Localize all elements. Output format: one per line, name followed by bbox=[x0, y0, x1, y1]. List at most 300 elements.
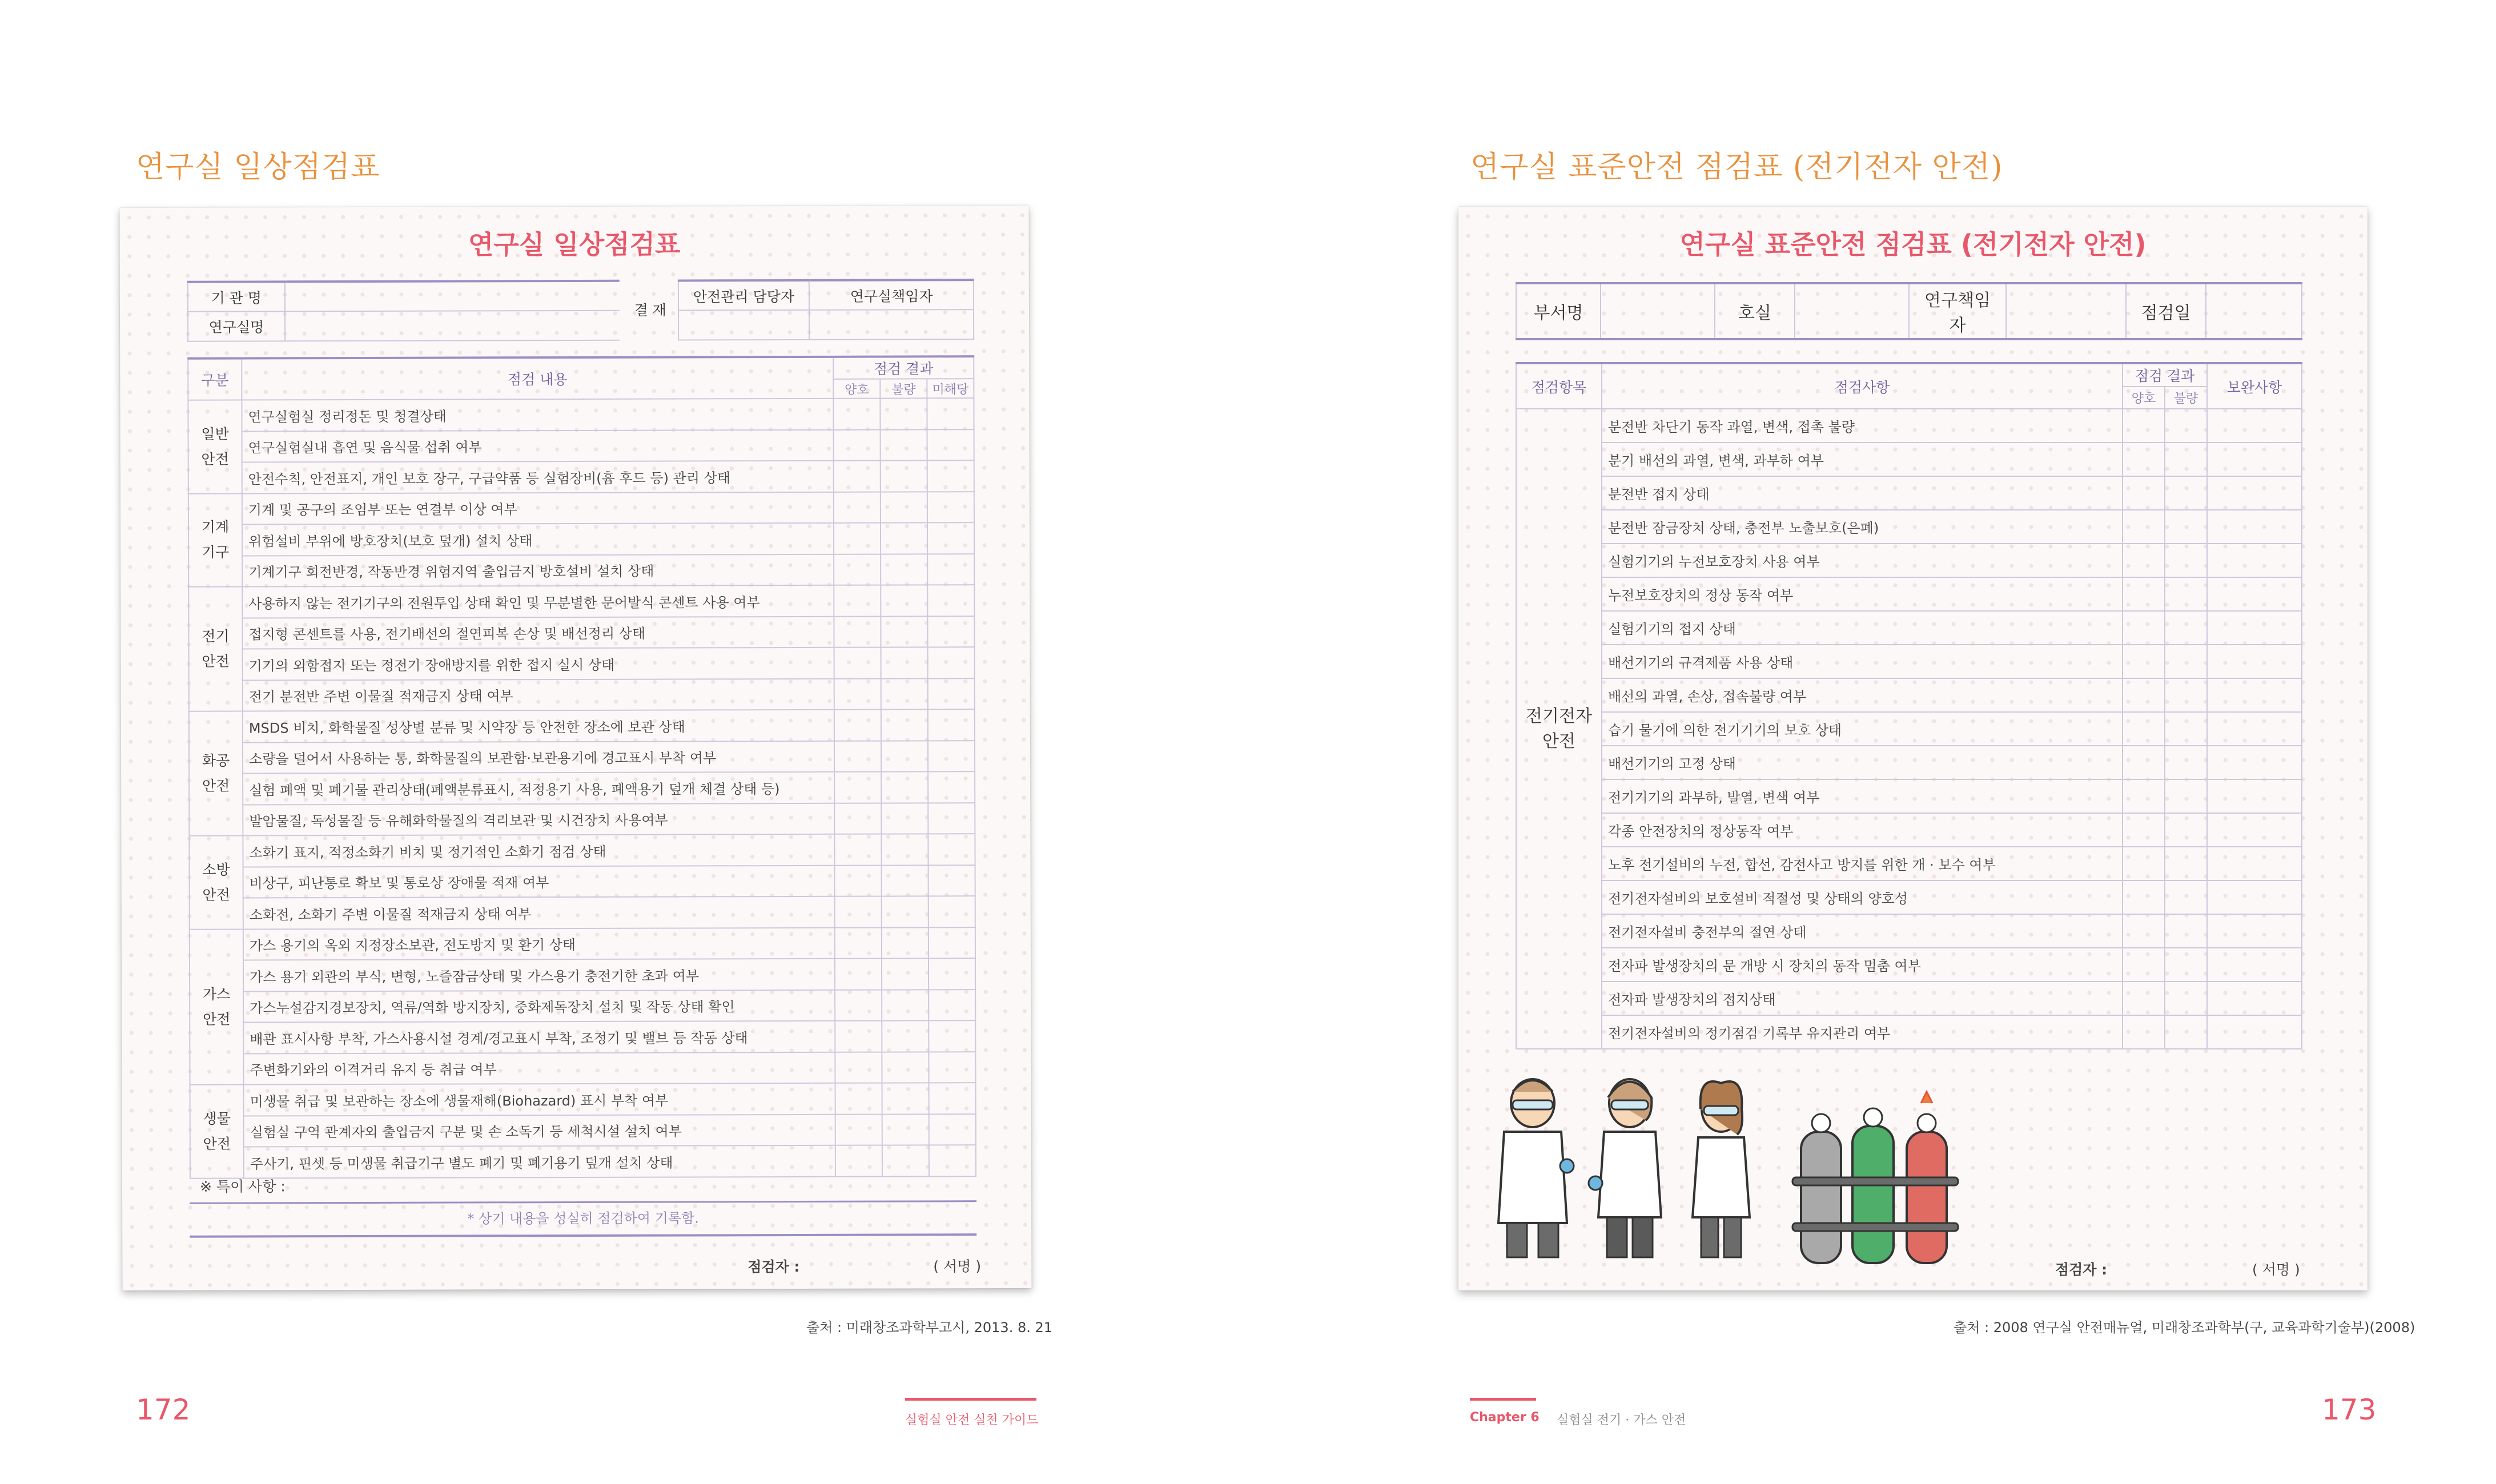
na-checkbox[interactable] bbox=[928, 803, 975, 834]
good-checkbox[interactable] bbox=[2123, 948, 2165, 982]
bad-checkbox[interactable] bbox=[2165, 476, 2207, 510]
good-checkbox[interactable] bbox=[835, 990, 882, 1021]
remedy-field[interactable] bbox=[2207, 1015, 2302, 1049]
check-item: 분기 배선의 과열, 변색, 과부하 여부 bbox=[1602, 443, 2123, 476]
check-item: MSDS 비치, 화학물질 성상별 분류 및 시약장 등 안전한 장소에 보관 상태 bbox=[243, 710, 834, 742]
remedy-field[interactable] bbox=[2207, 443, 2302, 476]
sheet-title: 연구실 일상점검표 bbox=[468, 228, 681, 260]
category-label: 기구 bbox=[201, 544, 230, 561]
check-item: 전기 분전반 주변 이물질 적재금지 상태 여부 bbox=[243, 678, 834, 711]
good-checkbox[interactable] bbox=[834, 741, 881, 772]
category-cell bbox=[1516, 409, 1602, 1049]
lab-head-label: 연구실책임자 bbox=[809, 280, 974, 310]
bad-checkbox[interactable] bbox=[881, 834, 928, 865]
bad-checkbox[interactable] bbox=[881, 741, 928, 772]
good-checkbox[interactable] bbox=[835, 959, 882, 990]
na-checkbox[interactable] bbox=[928, 678, 975, 710]
date-field[interactable] bbox=[2206, 283, 2302, 339]
col-content: 점검사항 bbox=[1602, 363, 2123, 409]
bad-checkbox[interactable] bbox=[881, 647, 928, 678]
na-checkbox[interactable] bbox=[929, 927, 975, 959]
bad-checkbox[interactable] bbox=[881, 678, 928, 710]
page-number: 173 bbox=[2322, 1393, 2377, 1426]
category-cell bbox=[189, 711, 243, 836]
good-checkbox[interactable] bbox=[2123, 443, 2165, 476]
good-checkbox[interactable] bbox=[2123, 1015, 2165, 1049]
table-row bbox=[1516, 813, 2302, 847]
table-row bbox=[190, 1083, 976, 1116]
col-bad: 불량 bbox=[880, 379, 927, 398]
check-item: 전자파 발생장치의 문 개방 시 장치의 동작 멈춤 여부 bbox=[1602, 948, 2123, 982]
table-row bbox=[1516, 982, 2302, 1015]
remedy-field[interactable] bbox=[2207, 779, 2302, 813]
bad-checkbox[interactable] bbox=[2165, 914, 2207, 948]
check-item: 실험기기의 접지 상태 bbox=[1602, 611, 2123, 645]
table-row bbox=[188, 585, 974, 618]
check-item: 전기기기의 과부하, 발열, 변색 여부 bbox=[1602, 779, 2123, 813]
bad-checkbox[interactable] bbox=[882, 990, 929, 1021]
na-checkbox[interactable] bbox=[928, 771, 975, 803]
good-checkbox[interactable] bbox=[835, 1145, 882, 1177]
category-label: 화공 bbox=[202, 752, 230, 769]
good-checkbox[interactable] bbox=[2123, 982, 2165, 1015]
divider bbox=[190, 1200, 976, 1204]
na-checkbox[interactable] bbox=[928, 834, 975, 865]
check-item: 습기 물기에 의한 전기기기의 보호 상태 bbox=[1602, 712, 2123, 746]
good-checkbox[interactable] bbox=[2123, 880, 2165, 914]
remedy-field[interactable] bbox=[2207, 914, 2302, 948]
table-row bbox=[189, 803, 975, 836]
room-field[interactable] bbox=[1795, 283, 1909, 339]
bad-checkbox[interactable] bbox=[881, 460, 927, 492]
check-item: 전기전자설비 충전부의 절연 상태 bbox=[1602, 914, 2123, 948]
remedy-field[interactable] bbox=[2207, 813, 2302, 847]
good-checkbox[interactable] bbox=[835, 896, 882, 928]
col-category: 구분 bbox=[188, 359, 242, 400]
category-cell bbox=[190, 1085, 244, 1179]
table-row bbox=[188, 616, 974, 649]
na-checkbox[interactable] bbox=[927, 585, 974, 616]
category-label: 안전 bbox=[202, 886, 230, 903]
good-checkbox[interactable] bbox=[834, 834, 881, 866]
check-item: 기계기구 회전반경, 작동반경 위험지역 출입금지 방호설비 설치 상태 bbox=[242, 554, 834, 586]
bad-checkbox[interactable] bbox=[2165, 847, 2207, 880]
good-checkbox[interactable] bbox=[834, 492, 881, 523]
na-checkbox[interactable] bbox=[928, 709, 975, 741]
bad-checkbox[interactable] bbox=[882, 896, 929, 927]
footer-rule bbox=[905, 1398, 1036, 1401]
check-item: 배선기기의 규격제품 사용 상태 bbox=[1602, 645, 2123, 678]
bad-checkbox[interactable] bbox=[881, 554, 927, 585]
category-label: 안전 bbox=[202, 653, 230, 670]
good-checkbox[interactable] bbox=[834, 461, 881, 492]
table-row bbox=[189, 678, 975, 711]
table-row bbox=[188, 492, 974, 525]
electrical-checklist-table bbox=[1516, 362, 2302, 1049]
table-row bbox=[1516, 544, 2302, 577]
table-row bbox=[189, 709, 975, 742]
bad-checkbox[interactable] bbox=[882, 1114, 929, 1145]
bad-checkbox[interactable] bbox=[2165, 779, 2207, 813]
category-label: 전기 bbox=[202, 628, 230, 645]
table-row bbox=[1516, 880, 2302, 914]
table-row bbox=[188, 460, 974, 493]
good-checkbox[interactable] bbox=[835, 1052, 882, 1083]
category-label: 기계 bbox=[201, 518, 230, 536]
remedy-field[interactable] bbox=[2207, 712, 2302, 746]
table-row bbox=[189, 834, 975, 867]
safety-manager-sign[interactable] bbox=[678, 310, 810, 340]
scientist-figure bbox=[1498, 1079, 1574, 1257]
check-item: 분전반 잠금장치 상태, 충전부 노출보호(은폐) bbox=[1602, 510, 2123, 544]
check-item: 분전반 차단기 동작 과열, 변색, 접촉 불량 bbox=[1602, 409, 2123, 443]
table-row bbox=[190, 1145, 976, 1178]
inspector-label: 점검자 : bbox=[2055, 1261, 2108, 1278]
check-item: 배관 표시사항 부착, 가스사용시설 경계/경고표시 부착, 조정기 및 밸브 등 작동 상태 bbox=[243, 1021, 835, 1053]
bad-checkbox[interactable] bbox=[881, 709, 928, 741]
safety-manager-label: 안전관리 담당자 bbox=[678, 280, 810, 311]
na-checkbox[interactable] bbox=[927, 492, 974, 523]
check-item: 기계 및 공구의 조임부 또는 연결부 이상 여부 bbox=[242, 492, 834, 524]
approval-label: 결 재 bbox=[621, 281, 678, 340]
bad-checkbox[interactable] bbox=[881, 585, 927, 616]
remedy-field[interactable] bbox=[2207, 510, 2302, 544]
remedy-field[interactable] bbox=[2207, 746, 2302, 779]
remedy-field[interactable] bbox=[2207, 611, 2302, 645]
table-row bbox=[1516, 645, 2302, 678]
check-item: 전기전자설비의 정기점검 기록부 유지관리 여부 bbox=[1602, 1015, 2123, 1049]
right-page bbox=[1248, 0, 2496, 1484]
standard-checklist-sheet bbox=[1458, 207, 2368, 1290]
good-checkbox[interactable] bbox=[2123, 577, 2165, 611]
category-label: 안전 bbox=[201, 451, 229, 468]
table-row bbox=[1516, 779, 2302, 813]
check-item: 분전반 접지 상태 bbox=[1602, 476, 2123, 510]
daily-checklist-table bbox=[187, 355, 976, 1179]
section-title: 연구실 표준안전 점검표 (전기전자 안전) bbox=[1470, 150, 2003, 184]
bad-checkbox[interactable] bbox=[881, 429, 927, 461]
remedy-field[interactable] bbox=[2207, 982, 2302, 1015]
bad-checkbox[interactable] bbox=[2165, 712, 2207, 746]
good-checkbox[interactable] bbox=[2123, 746, 2165, 779]
na-checkbox[interactable] bbox=[927, 554, 974, 585]
bad-checkbox[interactable] bbox=[882, 1052, 929, 1083]
category-cell bbox=[189, 836, 243, 930]
remedy-field[interactable] bbox=[2207, 409, 2302, 443]
remedy-field[interactable] bbox=[2207, 577, 2302, 611]
table-row bbox=[190, 1114, 976, 1147]
remedy-field[interactable] bbox=[2207, 678, 2302, 712]
na-checkbox[interactable] bbox=[929, 958, 975, 990]
signature-label: ( 서명 ) bbox=[933, 1258, 982, 1275]
col-bad: 불량 bbox=[2165, 387, 2207, 409]
table-row bbox=[1516, 847, 2302, 880]
table-row bbox=[189, 647, 975, 680]
check-item: 연구실험실내 흡연 및 음식물 섭취 여부 bbox=[242, 429, 834, 462]
bad-checkbox[interactable] bbox=[2165, 880, 2207, 914]
table-row bbox=[190, 865, 975, 898]
info-table bbox=[1516, 282, 2302, 340]
good-checkbox[interactable] bbox=[834, 803, 881, 834]
table-row bbox=[188, 554, 974, 587]
bad-checkbox[interactable] bbox=[2165, 645, 2207, 678]
chapter-title: 실험실 전기 · 가스 안전 bbox=[1557, 1413, 1686, 1427]
good-checkbox[interactable] bbox=[2123, 510, 2165, 544]
na-checkbox[interactable] bbox=[927, 398, 974, 429]
good-checkbox[interactable] bbox=[2123, 645, 2165, 678]
bad-checkbox[interactable] bbox=[881, 803, 928, 834]
category-label: 안전 bbox=[202, 777, 230, 794]
table-row bbox=[190, 927, 975, 960]
table-row bbox=[1516, 712, 2302, 746]
scientist-figure bbox=[1693, 1081, 1750, 1257]
table-row bbox=[1516, 409, 2302, 443]
remedy-field[interactable] bbox=[2207, 880, 2302, 914]
bad-checkbox[interactable] bbox=[882, 927, 929, 959]
category-label: 안전 bbox=[1542, 731, 1575, 751]
good-checkbox[interactable] bbox=[834, 429, 881, 461]
lab-head-sign[interactable] bbox=[809, 309, 974, 340]
check-item: 소량을 덜어서 사용하는 통, 화학물질의 보관함·보관용기에 경고표시 부착 여부 bbox=[243, 741, 834, 773]
check-item: 연구실험실 정리정돈 및 청결상태 bbox=[242, 399, 833, 431]
table-row bbox=[190, 990, 975, 1023]
source-note: 출처 : 미래창조과학부고시, 2013. 8. 21 bbox=[806, 1320, 1053, 1336]
remedy-field[interactable] bbox=[2207, 544, 2302, 577]
na-checkbox[interactable] bbox=[929, 1020, 975, 1052]
bad-checkbox[interactable] bbox=[2165, 948, 2207, 982]
bad-checkbox[interactable] bbox=[2165, 409, 2207, 443]
good-checkbox[interactable] bbox=[2123, 847, 2165, 880]
table-row bbox=[190, 1052, 975, 1085]
good-checkbox[interactable] bbox=[2123, 678, 2165, 712]
special-note: ※ 특이 사항 : bbox=[199, 1178, 286, 1195]
na-checkbox[interactable] bbox=[927, 460, 974, 492]
bad-checkbox[interactable] bbox=[2165, 1015, 2207, 1049]
good-checkbox[interactable] bbox=[834, 585, 881, 617]
check-item: 실험 폐액 및 폐기물 관리상태(폐액분류표시, 적정용기 사용, 폐액용기 덮개 체결 상태 등) bbox=[243, 772, 834, 805]
divider bbox=[190, 1233, 976, 1238]
bad-checkbox[interactable] bbox=[881, 522, 927, 554]
bad-checkbox[interactable] bbox=[880, 398, 927, 429]
check-item: 주변화기와의 이격거리 유지 등 취급 여부 bbox=[243, 1052, 835, 1084]
bad-checkbox[interactable] bbox=[881, 616, 927, 648]
footer-rule bbox=[1470, 1398, 1536, 1401]
remedy-field[interactable] bbox=[2207, 948, 2302, 982]
table-row bbox=[1516, 746, 2302, 779]
table-row bbox=[1516, 577, 2302, 611]
org-field[interactable] bbox=[285, 281, 621, 312]
check-item: 소화기 표지, 적정소화기 비치 및 정기적인 소화기 점검 상태 bbox=[243, 834, 834, 867]
bad-checkbox[interactable] bbox=[2165, 443, 2207, 476]
check-item: 가스누설감지경보장치, 역류/역화 방지장치, 중화제독장치 설치 및 작동 상태 확인 bbox=[243, 990, 835, 1022]
good-checkbox[interactable] bbox=[835, 927, 882, 959]
check-item: 미생물 취급 및 보관하는 장소에 생물재해(Biohazard) 표시 부착 여부 bbox=[244, 1083, 835, 1116]
check-item: 안전수칙, 안전표지, 개인 보호 장구, 구급약품 등 실험장비(흄 후드 등) 관리 상태 bbox=[242, 461, 834, 493]
check-item: 비상구, 피난통로 확보 및 통로상 장애물 적재 여부 bbox=[243, 865, 835, 898]
col-good: 양호 bbox=[833, 379, 880, 399]
bad-checkbox[interactable] bbox=[2165, 611, 2207, 645]
footer-text: 실험실 안전 실천 가이드 bbox=[905, 1413, 1039, 1427]
na-checkbox[interactable] bbox=[927, 522, 974, 554]
col-na: 미해당 bbox=[927, 379, 974, 398]
category-cell bbox=[188, 587, 243, 711]
page-number: 172 bbox=[136, 1393, 191, 1426]
bad-checkbox[interactable] bbox=[882, 1145, 929, 1176]
good-checkbox[interactable] bbox=[2123, 476, 2165, 510]
good-checkbox[interactable] bbox=[834, 523, 881, 554]
bad-checkbox[interactable] bbox=[2165, 982, 2207, 1015]
bad-checkbox[interactable] bbox=[2165, 510, 2207, 544]
category-label: 전기전자 bbox=[1526, 706, 1592, 726]
na-checkbox[interactable] bbox=[929, 1145, 976, 1176]
category-cell bbox=[188, 400, 242, 494]
good-checkbox[interactable] bbox=[835, 1083, 882, 1115]
check-item: 소화전, 소화기 주변 이물질 적재금지 상태 여부 bbox=[243, 896, 835, 929]
good-checkbox[interactable] bbox=[2123, 712, 2165, 746]
table-row bbox=[188, 429, 974, 463]
source-note: 출처 : 2008 연구실 안전매뉴얼, 미래창조과학부(구, 교육과학기술부)(2008) bbox=[1954, 1320, 2415, 1336]
remedy-field[interactable] bbox=[2207, 847, 2302, 880]
table-row bbox=[188, 522, 974, 556]
na-checkbox[interactable] bbox=[927, 429, 974, 461]
good-checkbox[interactable] bbox=[833, 399, 880, 430]
check-item: 노후 전기설비의 누전, 합선, 감전사고 방지를 위한 개 · 보수 여부 bbox=[1602, 847, 2123, 880]
check-item: 실험기기의 누전보호장치 사용 여부 bbox=[1602, 544, 2123, 577]
category-label: 가스 bbox=[202, 986, 231, 1003]
bad-checkbox[interactable] bbox=[882, 958, 929, 990]
bad-checkbox[interactable] bbox=[2165, 678, 2207, 712]
col-result: 점검 결과 bbox=[833, 356, 974, 379]
good-checkbox[interactable] bbox=[834, 554, 881, 585]
bad-checkbox[interactable] bbox=[882, 865, 929, 896]
dept-label: 부서명 bbox=[1516, 283, 1601, 339]
daily-checklist-sheet bbox=[120, 206, 1032, 1290]
lab-label: 연구실명 bbox=[188, 311, 285, 341]
check-item: 기기의 외함접지 또는 정전기 장애방지를 위한 접지 실시 상태 bbox=[243, 648, 834, 680]
signature-label: ( 서명 ) bbox=[2252, 1261, 2300, 1278]
na-checkbox[interactable] bbox=[929, 1083, 976, 1114]
good-checkbox[interactable] bbox=[2123, 813, 2165, 847]
check-item: 누전보호장치의 정상 동작 여부 bbox=[1602, 577, 2123, 611]
bad-checkbox[interactable] bbox=[881, 771, 928, 803]
category-cell bbox=[188, 493, 242, 587]
table-row bbox=[188, 398, 974, 431]
category-label: 안전 bbox=[203, 1011, 231, 1028]
section-title: 연구실 일상점검표 bbox=[136, 150, 380, 184]
na-checkbox[interactable] bbox=[928, 741, 975, 772]
bad-checkbox[interactable] bbox=[882, 1020, 929, 1052]
good-checkbox[interactable] bbox=[834, 616, 881, 648]
table-row bbox=[189, 771, 975, 805]
col-result: 점검 결과 bbox=[2123, 363, 2207, 387]
good-checkbox[interactable] bbox=[834, 678, 881, 710]
table-row bbox=[1516, 510, 2302, 544]
good-checkbox[interactable] bbox=[2123, 779, 2165, 813]
check-item: 각종 안전장치의 정상동작 여부 bbox=[1602, 813, 2123, 847]
check-item: 실험실 구역 관계자외 출입금지 구분 및 손 소독기 등 세척시설 설치 여부 bbox=[244, 1114, 835, 1147]
col-good: 양호 bbox=[2123, 387, 2165, 409]
scientist-figure bbox=[1589, 1079, 1661, 1257]
head-label: 연구책임자 bbox=[1909, 283, 2006, 339]
dept-field[interactable] bbox=[1601, 283, 1715, 339]
check-item: 전자파 발생장치의 접지상태 bbox=[1602, 982, 2123, 1015]
room-label: 호실 bbox=[1715, 283, 1795, 339]
remedy-field[interactable] bbox=[2207, 476, 2302, 510]
table-row bbox=[190, 958, 975, 991]
good-checkbox[interactable] bbox=[834, 648, 881, 679]
bad-checkbox[interactable] bbox=[2165, 813, 2207, 847]
col-category: 점검항목 bbox=[1516, 363, 1602, 409]
good-checkbox[interactable] bbox=[2123, 914, 2165, 948]
info-table bbox=[187, 279, 974, 342]
head-field[interactable] bbox=[2006, 283, 2126, 339]
na-checkbox[interactable] bbox=[927, 616, 974, 648]
good-checkbox[interactable] bbox=[835, 1021, 882, 1052]
check-item: 배선기기의 고정 상태 bbox=[1602, 746, 2123, 779]
good-checkbox[interactable] bbox=[2123, 544, 2165, 577]
good-checkbox[interactable] bbox=[834, 772, 881, 803]
na-checkbox[interactable] bbox=[929, 865, 975, 896]
check-item: 배선의 과열, 손상, 접속불량 여부 bbox=[1602, 678, 2123, 712]
check-item: 위험설비 부위에 방호장치(보호 덮개) 설치 상태 bbox=[242, 523, 834, 556]
check-item: 가스 용기 외관의 부식, 변형, 노즐잠금상태 및 가스용기 충전기한 초과 여부 bbox=[243, 959, 835, 991]
chapter-label: Chapter 6 bbox=[1470, 1410, 1540, 1425]
table-row bbox=[190, 896, 975, 929]
remedy-field[interactable] bbox=[2207, 645, 2302, 678]
table-row bbox=[1516, 948, 2302, 982]
scientists-illustration bbox=[1481, 1069, 2052, 1274]
table-row bbox=[1516, 611, 2302, 645]
check-item: 접지형 콘센트를 사용, 전기배선의 절연피복 손상 및 배선정리 상태 bbox=[242, 616, 834, 649]
org-label: 기 관 명 bbox=[188, 281, 285, 311]
col-remedy: 보완사항 bbox=[2207, 363, 2302, 409]
na-checkbox[interactable] bbox=[929, 1114, 976, 1145]
good-checkbox[interactable] bbox=[835, 1114, 882, 1145]
category-label: 생물 bbox=[203, 1110, 231, 1127]
table-row bbox=[1516, 476, 2302, 510]
na-checkbox[interactable] bbox=[929, 896, 975, 927]
category-cell bbox=[190, 929, 244, 1085]
category-label: 일반 bbox=[201, 425, 229, 443]
bad-checkbox[interactable] bbox=[2165, 544, 2207, 577]
na-checkbox[interactable] bbox=[928, 647, 975, 678]
good-checkbox[interactable] bbox=[835, 865, 882, 896]
good-checkbox[interactable] bbox=[834, 710, 881, 741]
sheet-title: 연구실 표준안전 점검표 (전기전자 안전) bbox=[1679, 229, 2147, 260]
check-item: 사용하지 않는 전기기구의 전원투입 상태 확인 및 무분별한 문어발식 콘센트 사용 여부 bbox=[242, 585, 834, 618]
na-checkbox[interactable] bbox=[929, 1052, 975, 1083]
good-checkbox[interactable] bbox=[2123, 611, 2165, 645]
table-row bbox=[1516, 1015, 2302, 1049]
bad-checkbox[interactable] bbox=[881, 492, 927, 523]
bad-checkbox[interactable] bbox=[2165, 577, 2207, 611]
lab-field[interactable] bbox=[285, 311, 621, 341]
instruction-text: * 상기 내용을 성실히 점검하여 기록함. bbox=[467, 1210, 699, 1227]
date-label: 점검일 bbox=[2126, 283, 2206, 339]
inspector-label: 점검자 : bbox=[747, 1258, 800, 1276]
table-row bbox=[189, 741, 975, 774]
table-row bbox=[1516, 914, 2302, 948]
col-content: 점검 내용 bbox=[242, 357, 833, 400]
bad-checkbox[interactable] bbox=[882, 1083, 929, 1114]
category-label: 소방 bbox=[202, 861, 230, 878]
table-row bbox=[1516, 678, 2302, 712]
check-item: 발암물질, 독성물질 등 유해화학물질의 격리보관 및 시건장치 사용여부 bbox=[243, 803, 834, 835]
bad-checkbox[interactable] bbox=[2165, 746, 2207, 779]
good-checkbox[interactable] bbox=[2123, 409, 2165, 443]
check-item: 가스 용기의 옥외 지정장소보관, 전도방지 및 환기 상태 bbox=[243, 927, 835, 960]
na-checkbox[interactable] bbox=[929, 990, 975, 1021]
